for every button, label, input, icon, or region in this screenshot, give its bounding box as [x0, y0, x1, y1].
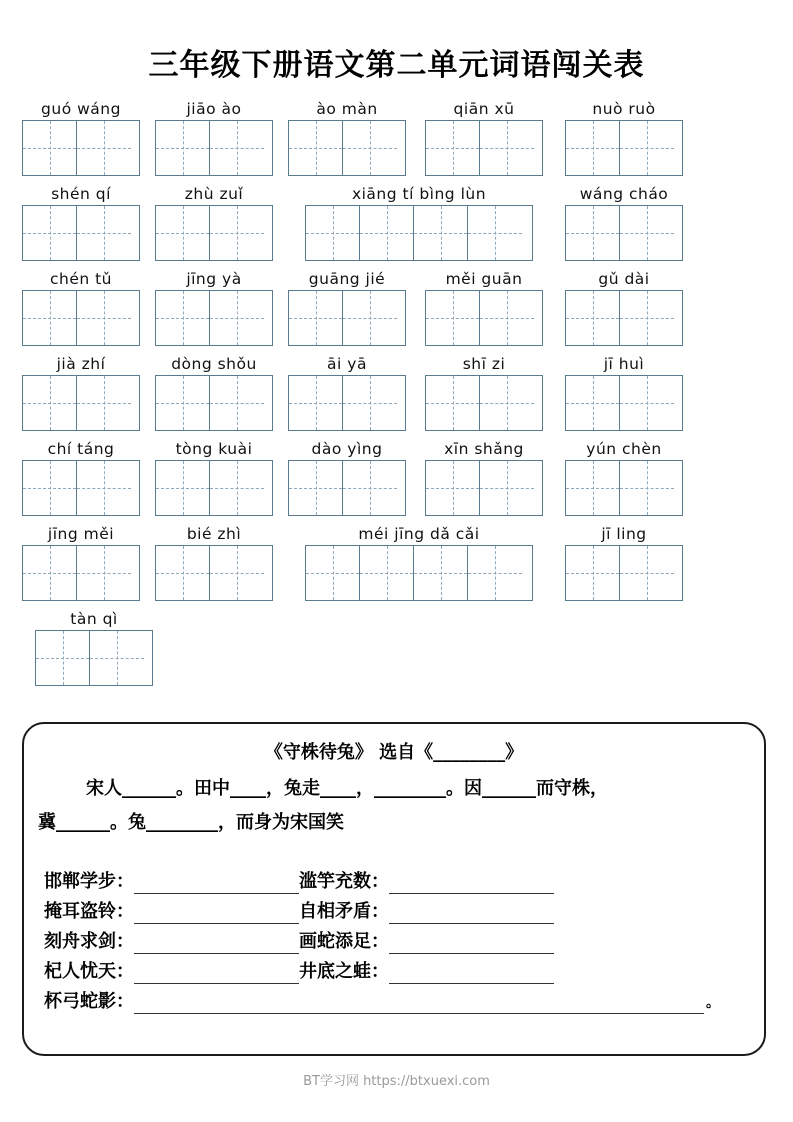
tianzige-cell[interactable] [90, 631, 144, 685]
tianzige-cell[interactable] [426, 121, 480, 175]
idiom-entry [44, 870, 299, 894]
tianzige-grid[interactable] [288, 375, 406, 431]
pinyin-label: shī zi [462, 355, 506, 373]
pinyin-label: nuò ruò [592, 100, 656, 118]
word-row [0, 438, 793, 523]
idiom-row [24, 864, 764, 894]
tianzige-grid[interactable] [565, 545, 683, 601]
tianzige-grid[interactable] [22, 460, 140, 516]
tianzige-grid[interactable] [425, 460, 543, 516]
tianzige-cell[interactable] [77, 546, 131, 600]
tianzige-cell[interactable] [36, 631, 90, 685]
tianzige-grid[interactable] [155, 290, 273, 346]
idiom-label: 滥竽充数： [299, 871, 389, 892]
tianzige-cell[interactable] [210, 461, 264, 515]
tianzige-grid[interactable] [155, 205, 273, 261]
tianzige-cell[interactable] [156, 206, 210, 260]
pinyin-label: dòng shǒu [171, 355, 257, 373]
idiom-label: 掩耳盗铃： [44, 901, 134, 922]
tianzige-cell[interactable] [426, 461, 480, 515]
tianzige-cell[interactable] [289, 121, 343, 175]
tianzige-cell[interactable] [426, 291, 480, 345]
word-item [425, 98, 543, 176]
tianzige-cell[interactable] [480, 121, 534, 175]
classic-text-line-2: 冀______。兔________，而身为宋国笑 [38, 812, 344, 833]
tianzige-cell[interactable] [156, 546, 210, 600]
pinyin-label: chén tǔ [49, 270, 113, 288]
word-item [288, 353, 406, 431]
pinyin-label: yún chèn [586, 440, 662, 458]
idiom-entry [44, 990, 704, 1014]
idiom-answer-blank[interactable] [389, 961, 554, 984]
idiom-answer-blank[interactable] [389, 931, 554, 954]
word-item [425, 268, 543, 346]
pinyin-label: jīng měi [47, 525, 115, 543]
pinyin-label: jī huì [603, 355, 645, 373]
classic-text-line-1: 宋人______。田中____，兔走____，________。因______而守株， [86, 778, 608, 799]
pinyin-label: guó wáng [41, 100, 121, 118]
idiom-label: 杯弓蛇影： [44, 991, 134, 1012]
tianzige-cell[interactable] [23, 121, 77, 175]
word-item [22, 98, 140, 176]
tianzige-cell[interactable] [480, 461, 534, 515]
word-item [155, 438, 273, 516]
tianzige-cell[interactable] [210, 291, 264, 345]
tianzige-cell[interactable] [343, 121, 397, 175]
tianzige-cell[interactable] [77, 206, 131, 260]
tianzige-cell[interactable] [210, 206, 264, 260]
tianzige-grid[interactable] [288, 460, 406, 516]
idiom-row [24, 954, 764, 984]
tianzige-grid[interactable] [22, 120, 140, 176]
idiom-row [24, 984, 764, 1014]
tianzige-cell[interactable] [23, 291, 77, 345]
tianzige-cell[interactable] [343, 376, 397, 430]
word-item [155, 353, 273, 431]
tianzige-cell[interactable] [620, 461, 674, 515]
tianzige-cell[interactable] [77, 376, 131, 430]
pinyin-label: tòng kuài [175, 440, 253, 458]
word-item [22, 523, 140, 601]
tianzige-cell[interactable] [566, 121, 620, 175]
tianzige-cell[interactable] [566, 376, 620, 430]
word-item [565, 353, 683, 431]
tianzige-cell[interactable] [620, 376, 674, 430]
tianzige-cell[interactable] [23, 206, 77, 260]
word-item [288, 98, 406, 176]
tianzige-cell[interactable] [156, 461, 210, 515]
word-item [305, 523, 533, 601]
tianzige-grid[interactable] [155, 545, 273, 601]
idiom-entry [299, 870, 554, 894]
tianzige-cell[interactable] [566, 291, 620, 345]
tianzige-cell[interactable] [289, 291, 343, 345]
tianzige-cell[interactable] [289, 461, 343, 515]
pinyin-label: ào màn [316, 100, 378, 118]
tianzige-grid[interactable] [22, 290, 140, 346]
classic-text-body [24, 764, 764, 840]
idiom-entry [44, 900, 299, 924]
tianzige-cell[interactable] [343, 461, 397, 515]
word-item [22, 353, 140, 431]
tianzige-cell[interactable] [23, 461, 77, 515]
tianzige-grid[interactable] [155, 375, 273, 431]
tianzige-cell[interactable] [23, 376, 77, 430]
word-item [288, 438, 406, 516]
tianzige-cell[interactable] [23, 546, 77, 600]
word-item [565, 98, 683, 176]
tianzige-grid[interactable] [155, 120, 273, 176]
pinyin-label: xīn shǎng [444, 440, 524, 458]
tianzige-cell[interactable] [289, 376, 343, 430]
word-item [22, 268, 140, 346]
word-item [155, 183, 273, 261]
tianzige-cell[interactable] [360, 206, 414, 260]
word-row [0, 353, 793, 438]
idiom-trailing-period: 。 [706, 995, 720, 1011]
tianzige-grid[interactable] [565, 290, 683, 346]
idiom-label: 画蛇添足： [299, 931, 389, 952]
pinyin-label: xiāng tí bìng lùn [351, 185, 487, 203]
tianzige-cell[interactable] [468, 206, 522, 260]
word-item [305, 183, 533, 261]
tianzige-cell[interactable] [480, 291, 534, 345]
tianzige-grid[interactable] [425, 120, 543, 176]
idiom-answer-blank[interactable] [134, 931, 299, 954]
pinyin-label: méi jīng dǎ cǎi [358, 525, 480, 543]
tianzige-cell[interactable] [306, 546, 360, 600]
word-item [565, 438, 683, 516]
idiom-label: 刻舟求剑： [44, 931, 134, 952]
tianzige-grid[interactable] [565, 460, 683, 516]
tianzige-cell[interactable] [414, 546, 468, 600]
word-row [0, 98, 793, 183]
idiom-answer-blank[interactable] [134, 961, 299, 984]
tianzige-cell[interactable] [77, 291, 131, 345]
word-row [0, 183, 793, 268]
pinyin-label: wáng cháo [579, 185, 669, 203]
idiom-answer-blank[interactable] [134, 901, 299, 924]
tianzige-cell[interactable] [77, 121, 131, 175]
word-item [22, 438, 140, 516]
tianzige-cell[interactable] [156, 376, 210, 430]
exercise-box [22, 722, 766, 1056]
word-item [565, 183, 683, 261]
tianzige-cell[interactable] [480, 376, 534, 430]
word-item [22, 183, 140, 261]
tianzige-cell[interactable] [77, 461, 131, 515]
tianzige-grid[interactable] [565, 375, 683, 431]
idiom-entry [299, 900, 554, 924]
tianzige-cell[interactable] [343, 291, 397, 345]
idiom-entry [299, 930, 554, 954]
tianzige-grid[interactable] [288, 120, 406, 176]
pinyin-label: jīng yà [186, 270, 242, 288]
pinyin-label: dào yìng [311, 440, 383, 458]
tianzige-grid[interactable] [305, 545, 533, 601]
idiom-answer-blank[interactable] [389, 901, 554, 924]
tianzige-cell[interactable] [210, 121, 264, 175]
pinyin-label: tàn qì [70, 610, 118, 628]
tianzige-grid[interactable] [425, 375, 543, 431]
tianzige-cell[interactable] [620, 291, 674, 345]
tianzige-grid[interactable] [288, 290, 406, 346]
word-row [0, 608, 793, 693]
tianzige-cell[interactable] [566, 461, 620, 515]
tianzige-cell[interactable] [620, 546, 674, 600]
pinyin-label: jī ling [601, 525, 647, 543]
tianzige-cell[interactable] [468, 546, 522, 600]
word-item [565, 268, 683, 346]
tianzige-cell[interactable] [620, 206, 674, 260]
idiom-row [24, 924, 764, 954]
idiom-entry [44, 930, 299, 954]
idiom-label: 邯郸学步： [44, 871, 134, 892]
tianzige-cell[interactable] [360, 546, 414, 600]
word-item [155, 523, 273, 601]
pinyin-label: bié zhì [186, 525, 242, 543]
word-item [155, 98, 273, 176]
idiom-answer-blank[interactable] [134, 871, 299, 894]
word-row [0, 523, 793, 608]
tianzige-cell[interactable] [210, 546, 264, 600]
pinyin-label: āi yā [327, 355, 367, 373]
idiom-list [24, 840, 764, 1014]
word-item [425, 438, 543, 516]
tianzige-cell[interactable] [566, 206, 620, 260]
tianzige-grid[interactable] [565, 205, 683, 261]
footer-watermark: BT学习网 https://btxuexi.com [303, 1074, 490, 1089]
idiom-answer-blank[interactable] [134, 991, 704, 1014]
idiom-answer-blank[interactable] [389, 871, 554, 894]
idiom-row [24, 894, 764, 924]
pinyin-label: jiāo ào [186, 100, 242, 118]
pinyin-label: zhù zuǐ [184, 185, 244, 203]
tianzige-grid[interactable] [305, 205, 533, 261]
pinyin-label: měi guān [445, 270, 523, 288]
tianzige-grid[interactable] [22, 205, 140, 261]
tianzige-cell[interactable] [156, 291, 210, 345]
idiom-entry [44, 960, 299, 984]
tianzige-grid[interactable] [155, 460, 273, 516]
pinyin-label: shén qí [51, 185, 111, 203]
tianzige-grid[interactable] [35, 630, 153, 686]
tianzige-grid[interactable] [22, 375, 140, 431]
word-item [425, 353, 543, 431]
pinyin-label: gǔ dài [598, 270, 650, 288]
idiom-entry [299, 960, 554, 984]
idiom-label: 井底之蛙： [299, 961, 389, 982]
tianzige-cell[interactable] [156, 121, 210, 175]
tianzige-grid[interactable] [22, 545, 140, 601]
word-grid-section [0, 90, 793, 693]
tianzige-grid[interactable] [425, 290, 543, 346]
idiom-label: 自相矛盾： [299, 901, 389, 922]
pinyin-label: qiān xū [453, 100, 515, 118]
tianzige-cell[interactable] [306, 206, 360, 260]
word-item [565, 523, 683, 601]
pinyin-label: guāng jié [308, 270, 386, 288]
word-item [155, 268, 273, 346]
tianzige-grid[interactable] [565, 120, 683, 176]
pinyin-label: chí táng [47, 440, 115, 458]
classic-text-title: 《守株待兔》 选自《________》 [264, 742, 524, 763]
tianzige-cell[interactable] [414, 206, 468, 260]
tianzige-cell[interactable] [426, 376, 480, 430]
idiom-label: 杞人忧天： [44, 961, 134, 982]
page-title: 三年级下册语文第二单元词语闯关表 [148, 48, 645, 83]
pinyin-label: jià zhí [56, 355, 106, 373]
tianzige-cell[interactable] [210, 376, 264, 430]
word-row [0, 268, 793, 353]
tianzige-cell[interactable] [620, 121, 674, 175]
word-item [35, 608, 153, 686]
word-item [288, 268, 406, 346]
tianzige-cell[interactable] [566, 546, 620, 600]
